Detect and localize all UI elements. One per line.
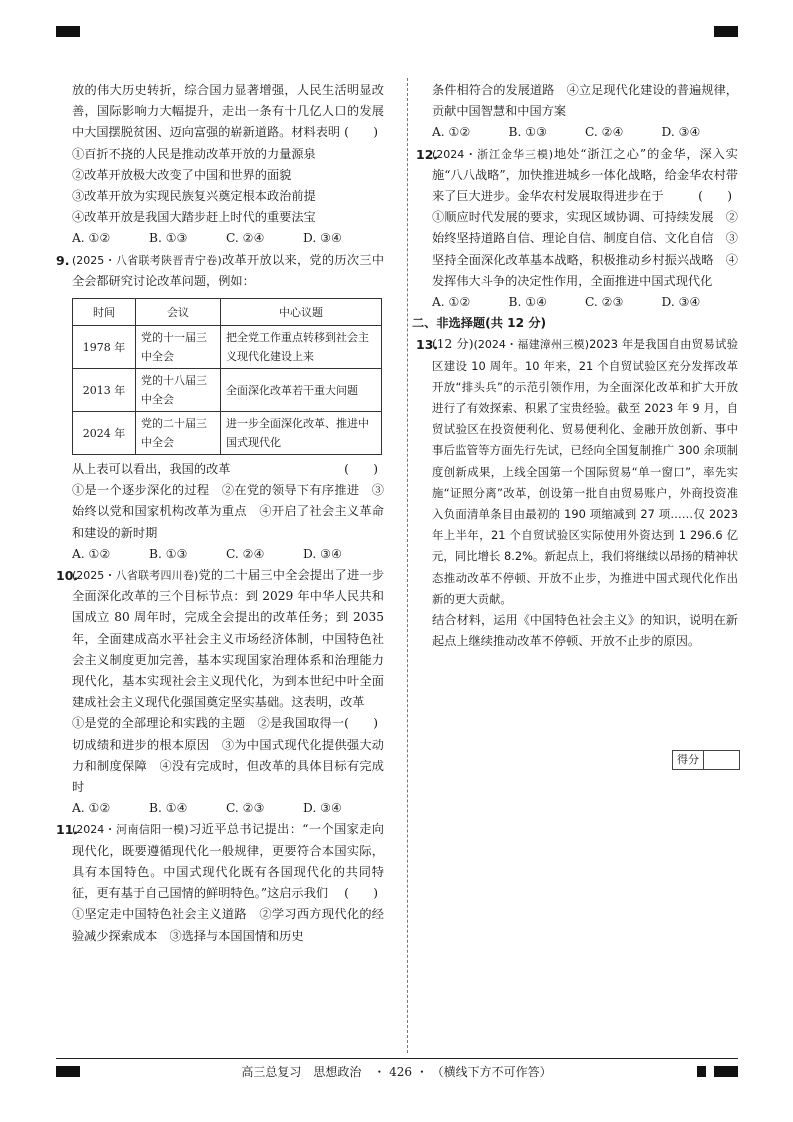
table-cell: 把全党工作重点转移到社会主义现代化建设上来: [221, 326, 382, 369]
table-cell: 1978 年: [73, 326, 136, 369]
question-number: 9.: [56, 252, 70, 268]
right-column: [412, 80, 738, 652]
choice-c[interactable]: C. ②④: [226, 231, 265, 246]
question-12-choices: [432, 292, 738, 313]
choice-c[interactable]: C. ②③: [226, 801, 265, 816]
question-8-choices: [72, 228, 384, 249]
choice-a[interactable]: A. ①②: [432, 295, 471, 310]
question-source: (2025・八省联考陕晋青宁卷): [72, 253, 222, 267]
question-8-continued: [72, 80, 384, 144]
choice-d[interactable]: D. ③④: [661, 295, 701, 310]
option-statement: ①百折不挠的人民是推动改革开放的力量源泉: [72, 146, 316, 161]
option-statement: ①是一个逐步深化的过程 ②在党的领导下有序推进 ③始终以党和国家机构改革为重点 ④开启了社会主义革命和建设的新时期: [72, 483, 384, 540]
option-statement: ④改革开放是我国大踏步赶上时代的重要法宝: [72, 210, 316, 225]
page-footer: 高三总复习 思想政治 ・ 426 ・ （横线下方不可作答）: [241, 1065, 552, 1079]
choice-b[interactable]: B. ①④: [149, 801, 188, 816]
question-number: 11.: [56, 822, 79, 838]
table-row: [73, 369, 382, 412]
table-cell: 党的二十届三中全会: [136, 412, 221, 455]
question-stem: 地处“浙江之心”的金华，深入实施“八八战略”，加快推进城乡一体化战略，给金华农村带来了巨大进步。金华农村发展取得进步在于: [432, 146, 738, 204]
answer-parentheses: ( ): [344, 886, 378, 901]
question-12: [416, 144, 738, 208]
option-statement: ①是党的全部理论和实践的主题 ②是我国取得一切成绩和进步的根本原因 ③为中国式现代化提供强大动力和制度保障 ④没有完成时，但改革的具体目标有完成时: [72, 716, 384, 795]
choice-c[interactable]: C. ②④: [226, 546, 265, 561]
question-source: (2024・河南信阳一模): [72, 823, 189, 837]
question-9-choices: [72, 544, 384, 565]
choice-d[interactable]: D. ③④: [303, 231, 342, 246]
question-11-continued: 条件相符合的发展道路 ④立足现代化建设的普遍规律，贡献中国智慧和中国方案: [432, 83, 738, 119]
registration-mark-top-left: [56, 26, 80, 37]
score-box[interactable]: [672, 750, 740, 770]
table-header-row: [73, 299, 382, 326]
question-10-choices: [72, 798, 384, 819]
footer-rule: [56, 1058, 738, 1059]
question-number: 13.: [416, 337, 439, 353]
option-statement: ②改革开放极大改变了中国和世界的面貌: [72, 167, 292, 182]
table-header: 中心议题: [221, 299, 382, 326]
answer-parentheses: ( ): [698, 189, 732, 204]
option-statement: ①坚定走中国特色社会主义道路 ②学习西方现代化的经验减少探索成本 ③选择与本国国情和历史: [72, 907, 384, 943]
choice-a[interactable]: A. ①②: [72, 546, 111, 561]
score-label: 得分: [673, 751, 704, 769]
question-score: (12 分): [432, 337, 474, 352]
table-row: [73, 326, 382, 369]
question-source: (2024・浙江金华三模): [432, 147, 554, 161]
choice-a[interactable]: A. ①②: [432, 125, 471, 140]
choice-c[interactable]: C. ②④: [585, 125, 624, 140]
option-statement: ③改革开放为实现民族复兴奠定根本政治前提: [72, 189, 316, 204]
question-9: [56, 250, 385, 292]
choice-b[interactable]: B. ①③: [149, 546, 188, 561]
table-cell: 2024 年: [73, 412, 136, 455]
question-8-stem-text: 放的伟大历史转折，综合国力显著增强，人民生活明显改善，国际影响力大幅提升，走出一条有十几亿人口的发展中大国摆脱贫困、迈向富强的崭新道路。材料表明: [72, 83, 384, 140]
choice-c[interactable]: C. ②③: [585, 295, 624, 310]
left-column: [56, 80, 385, 947]
question-13: [416, 334, 738, 610]
table-header: 会议: [136, 299, 221, 326]
answer-parentheses: ( ): [344, 716, 378, 731]
choice-d[interactable]: D. ③④: [303, 546, 342, 561]
option-statement: ①顺应时代发展的要求，实现区域协调、可持续发展 ②始终坚持道路自信、理论自信、制度自信、文化自信 ③坚持全面深化改革基本战略，积极推动乡村振兴战略 ④发挥伟大斗争的决定性作用，全面推进中国式现代化: [432, 210, 738, 288]
registration-mark-top-right: [714, 26, 738, 37]
question-stem: 习近平总书记提出：“一个国家走向现代化，既要遵循现代化一般规律，更要符合本国实际，具有本国特色。中国式现代化既有各国现代化的共同特征，更有基于自己国情的鲜明特色。”这启示我们: [72, 822, 384, 901]
table-header: 时间: [73, 299, 136, 326]
choice-a[interactable]: A. ①②: [72, 231, 111, 246]
choice-b[interactable]: B. ①③: [508, 125, 548, 140]
question-stem: 党的二十届三中全会提出了进一步全面深化改革的三个目标节点：到 2029 年中华人民共和国成立 80 周年时，完成全会提出的改革任务；到 2035 年，全面建成高水平社会主义市场经济体制，中国特色社会主义制度更加完善，基本实现国家治理体系和治理能力现代化，基本实现社会主义现代化，为到本世纪中叶全面建成社会主义现代化强国奠定坚实基础。这表明，改革: [72, 568, 385, 710]
question-10: [56, 565, 385, 731]
answer-parentheses: ( ): [344, 125, 378, 140]
table-row: [73, 412, 382, 455]
table-cell: 党的十一届三中全会: [136, 326, 221, 369]
table-cell: 进一步全面深化改革、推进中国式现代化: [221, 412, 382, 455]
choice-b[interactable]: B. ①④: [508, 295, 548, 310]
question-13-prompt: 结合材料，运用《中国特色社会主义》的知识，说明在新起点上继续推动改革不停顿、开放不止步的原因。: [432, 613, 738, 649]
choice-a[interactable]: A. ①②: [72, 801, 111, 816]
choice-d[interactable]: D. ③④: [303, 801, 342, 816]
question-number: 10.: [56, 568, 79, 584]
choice-b[interactable]: B. ①③: [149, 231, 188, 246]
choice-d[interactable]: D. ③④: [661, 125, 701, 140]
answer-parentheses: ( ): [344, 462, 378, 477]
question-source: (2024・福建漳州三模): [473, 338, 590, 352]
section-heading: 二、非选择题(共 12 分): [412, 316, 547, 331]
table-cell: 党的十八届三中全会: [136, 369, 221, 412]
question-prompt-text: 从上表可以看出，我国的改革: [72, 462, 231, 477]
question-11: [56, 819, 384, 904]
question-stem: 改革开放以来，党的历次三中全会都研究讨论改革问题，例如：: [72, 252, 385, 288]
question-11-choices: [432, 122, 738, 143]
column-divider: [407, 78, 408, 1053]
question-9-prompt: [72, 459, 384, 480]
reform-table: [72, 298, 382, 455]
table-cell: 全面深化改革若干重大问题: [221, 369, 382, 412]
question-source: (2025・八省联考四川卷): [72, 569, 199, 583]
question-number: 12.: [416, 146, 439, 162]
question-material: 2023 年是我国自由贸易试验区建设 10 周年。10 年来，21 个自贸试验区充分发挥改革开放“排头兵”的示范引领作用，为全面深化改革和扩大开放进行了有效探索、积累了宝贵经验。截至 2023 年 9 月，自贸试验区在投资便利化、贸易便利化、金融开放创新、事中事后监管等方面先行先试，已经向全国复制推广 300 余项制度创新成果，上线全国第一个国际贸易“单一窗口”，率先实施“证照分离”改革，创设第一批自由贸易账户，外商投资准入负面清单条目由最初的 190 项缩减到 27 项……仅 2023 年上半年，21 个自贸试验区实际使用外资达到 1 296.6 亿元，同比增长 8.2%。新起点上，我们将继续以昂扬的精神状态推动改革不停顿、开放不止步，为推进中国式现代化作出新的更大贡献。: [432, 337, 738, 606]
table-cell: 2013 年: [73, 369, 136, 412]
